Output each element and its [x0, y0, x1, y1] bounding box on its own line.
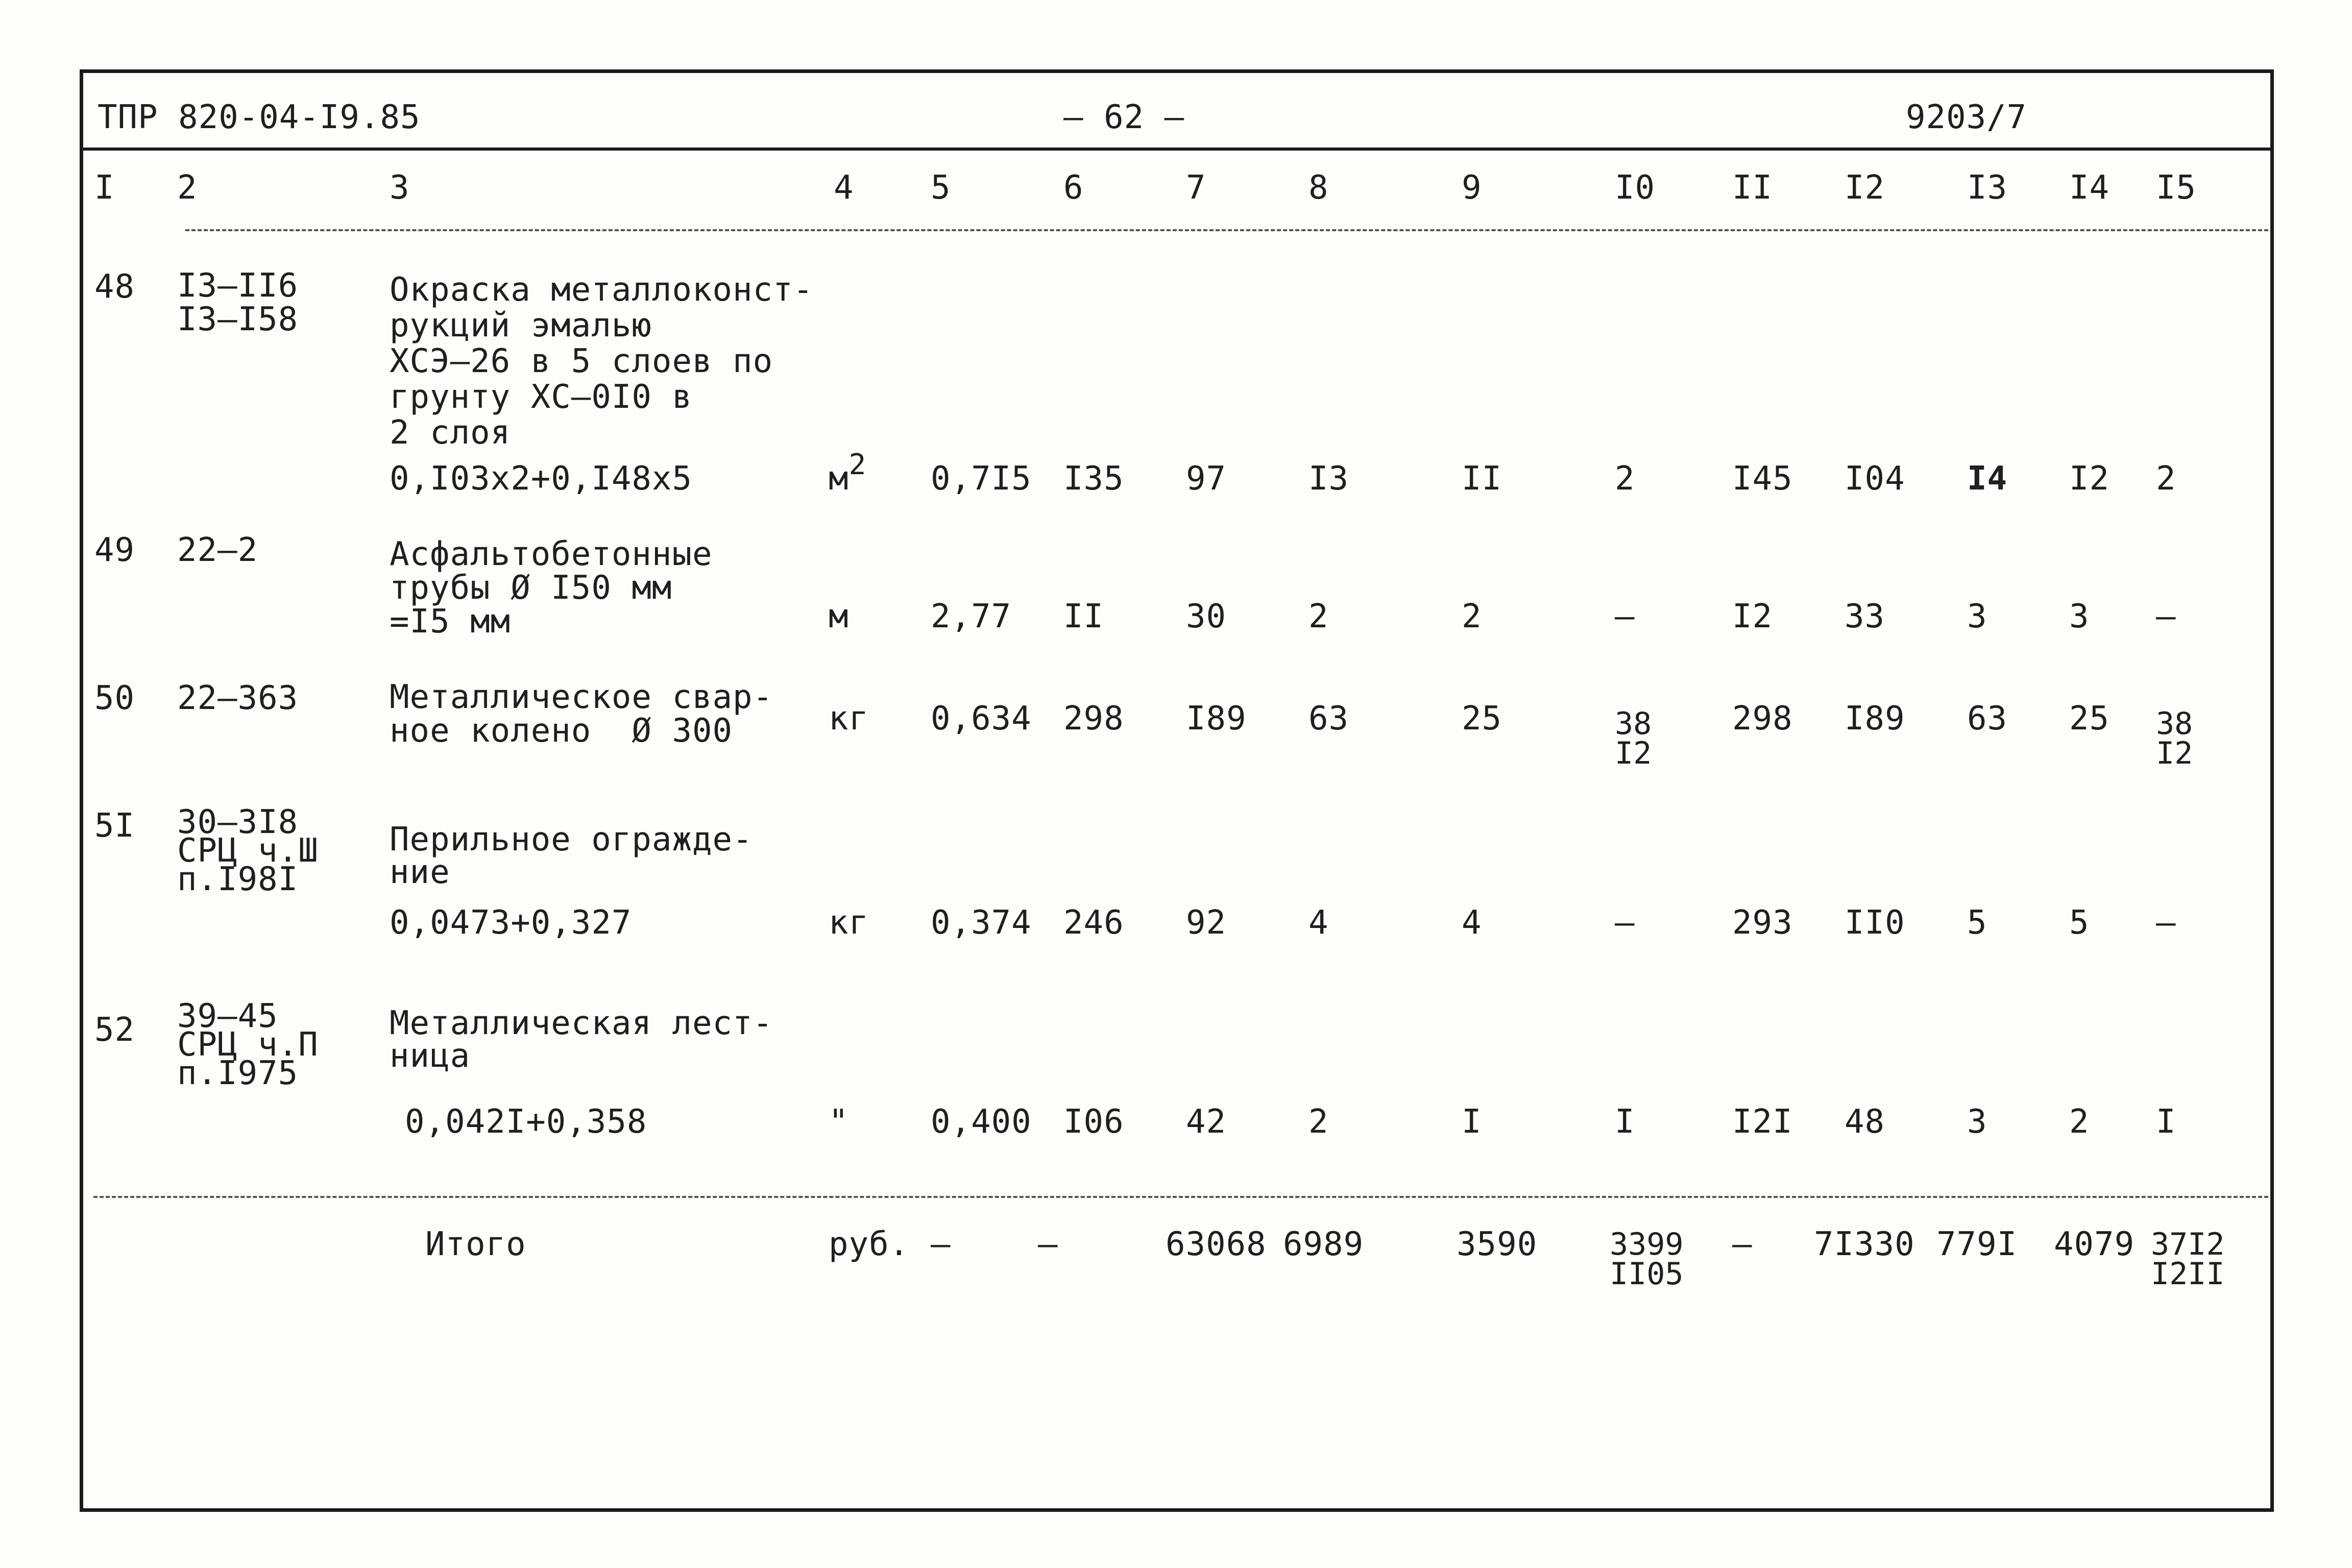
row-50-c10: 38 I2 — [1615, 706, 1652, 771]
row-49-c8: 2 — [1308, 598, 1329, 635]
row-51-c9: 4 — [1462, 904, 1482, 942]
row-50-c14: 25 — [2069, 700, 2110, 738]
row-48-name: Окраска металлоконст- рукций эмалью ХСЭ–26 в 5 слоев по грунту ХС–0I0 в 2 слоя — [390, 271, 814, 452]
row-51-c12: II0 — [1845, 904, 1905, 942]
row-51-name: Перильное огражде- ние — [390, 821, 753, 891]
row-52-c9: I — [1462, 1103, 1482, 1141]
row-48-c11: I45 — [1732, 460, 1793, 498]
row-50-num: 50 — [94, 679, 135, 717]
row-52-c11: I2I — [1732, 1103, 1793, 1141]
row-48-unit-base: м — [829, 460, 849, 498]
row-50-c8: 63 — [1308, 700, 1349, 738]
total-c13: 779I — [1936, 1226, 2018, 1263]
row-50-c6: 298 — [1063, 700, 1124, 738]
row-48-c10: 2 — [1615, 460, 1635, 498]
col-9: 9 — [1462, 169, 1482, 207]
row-49-num: 49 — [94, 531, 135, 569]
row-49-c13: 3 — [1967, 598, 1987, 635]
col-7: 7 — [1186, 169, 1206, 207]
header-divider — [83, 148, 2270, 151]
row-50-c11: 298 — [1732, 700, 1793, 738]
row-50-c12: I89 — [1845, 700, 1905, 738]
row-48-c12: I04 — [1845, 460, 1905, 498]
row-52-c12: 48 — [1845, 1103, 1885, 1141]
row-49-c6: II — [1063, 598, 1104, 635]
col-15: I5 — [2156, 169, 2197, 207]
row-50-name: Металлическое свар- ное колено Ø 300 — [390, 678, 773, 750]
total-unit: руб. — [829, 1226, 910, 1263]
col-10: I0 — [1615, 169, 1656, 207]
row-50-c7: I89 — [1186, 700, 1247, 738]
row-50-c5: 0,634 — [931, 700, 1032, 738]
row-51-c15: – — [2156, 904, 2176, 942]
col-8: 8 — [1308, 169, 1329, 207]
col-11: II — [1732, 169, 1773, 207]
total-c7: 63068 — [1166, 1226, 1267, 1263]
row-49-name: Асфальтобетонные трубы Ø I50 мм =I5 мм — [390, 535, 713, 641]
col-6: 6 — [1063, 169, 1084, 207]
row-52-c14: 2 — [2069, 1103, 2090, 1141]
row-48-c6: I35 — [1063, 460, 1124, 498]
row-48-num: 48 — [94, 268, 135, 306]
total-c14: 4079 — [2054, 1226, 2135, 1263]
row-52-c15: I — [2156, 1103, 2176, 1141]
row-50-code: 22–363 — [177, 679, 299, 717]
doc-code: ТПР 820-04-I9.85 — [98, 99, 421, 136]
row-48-c7: 97 — [1186, 460, 1227, 498]
col-4: 4 — [834, 169, 854, 207]
row-48-c13: I4 — [1967, 460, 2008, 498]
col-1: I — [94, 169, 115, 207]
row-50-c9: 25 — [1462, 700, 1502, 738]
total-c9: 3590 — [1457, 1226, 1538, 1263]
row-52-name: Металлическая лест- ница — [390, 1004, 773, 1075]
row-50-c13: 63 — [1967, 700, 2008, 738]
row-48-unit-sup: 2 — [848, 448, 867, 481]
total-c11: – — [1732, 1226, 1753, 1263]
row-48-c14: I2 — [2069, 460, 2110, 498]
row-51-c14: 5 — [2069, 904, 2090, 942]
col-5: 5 — [931, 169, 951, 207]
total-c5: – — [931, 1226, 951, 1263]
row-51-c13: 5 — [1967, 904, 1987, 942]
row-48-formula: 0,I03x2+0,I48x5 — [390, 460, 692, 498]
col-14: I4 — [2069, 169, 2110, 207]
row-49-c14: 3 — [2069, 598, 2090, 635]
row-51-c6: 246 — [1063, 904, 1124, 942]
row-50-unit: кг — [829, 700, 869, 738]
row-49-c7: 30 — [1186, 598, 1227, 635]
row-51-unit: кг — [829, 904, 869, 942]
col-2: 2 — [177, 169, 198, 207]
row-52-c7: 42 — [1186, 1103, 1227, 1141]
row-52-formula: 0,042I+0,358 — [405, 1103, 647, 1141]
row-51-formula: 0,0473+0,327 — [390, 904, 632, 942]
row-51-num: 5I — [94, 807, 135, 845]
row-52-code: 39–45 СРЦ ч.П п.I975 — [177, 997, 319, 1092]
row-51-c7: 92 — [1186, 904, 1227, 942]
row-48-c5: 0,7I5 — [931, 460, 1032, 498]
row-48-c15: 2 — [2156, 460, 2176, 498]
row-49-c5: 2,77 — [931, 598, 1012, 635]
col-12: I2 — [1845, 169, 1885, 207]
row-48-c9: II — [1462, 460, 1502, 498]
col-3: 3 — [390, 169, 410, 207]
row-52-c13: 3 — [1967, 1103, 1987, 1141]
total-c8: 6989 — [1283, 1226, 1364, 1263]
total-divider — [93, 1196, 2268, 1198]
total-c15: 37I2 I2II — [2151, 1227, 2225, 1292]
row-51-c11: 293 — [1732, 904, 1793, 942]
row-51-code: 30–3I8 СРЦ ч.Ш п.I98I — [177, 803, 319, 898]
total-c6: – — [1038, 1226, 1058, 1263]
total-label: Итого — [425, 1226, 526, 1263]
row-49-c15: – — [2156, 598, 2176, 635]
row-48-unit — [829, 448, 867, 498]
row-51-c10: – — [1615, 904, 1635, 942]
row-49-c9: 2 — [1462, 598, 1482, 635]
col-13: I3 — [1967, 169, 2008, 207]
row-48-c8: I3 — [1308, 460, 1349, 498]
row-52-c8: 2 — [1308, 1103, 1329, 1141]
total-c12: 7I330 — [1814, 1226, 1915, 1263]
row-52-c5: 0,400 — [931, 1103, 1032, 1141]
row-52-c10: I — [1615, 1103, 1635, 1141]
page-number: – 62 – — [1063, 99, 1185, 136]
row-51-c5: 0,374 — [931, 904, 1032, 942]
document-sheet — [80, 69, 2274, 1512]
row-51-c8: 4 — [1308, 904, 1329, 942]
row-50-c15: 38 I2 — [2156, 706, 2193, 771]
doc-number: 9203/7 — [1906, 99, 2027, 136]
row-49-code: 22–2 — [177, 531, 258, 569]
row-49-unit: м — [829, 598, 849, 635]
row-48-code: I3–II6 I3–I58 — [177, 267, 299, 338]
column-header-rule — [185, 229, 2268, 231]
total-c10: 3399 II05 — [1610, 1227, 1684, 1292]
row-49-c10: – — [1615, 598, 1635, 635]
row-52-c6: I06 — [1063, 1103, 1124, 1141]
row-49-c12: 33 — [1845, 598, 1885, 635]
row-52-unit: " — [829, 1103, 849, 1141]
row-49-c11: I2 — [1732, 598, 1773, 635]
row-52-num: 52 — [94, 1011, 135, 1049]
